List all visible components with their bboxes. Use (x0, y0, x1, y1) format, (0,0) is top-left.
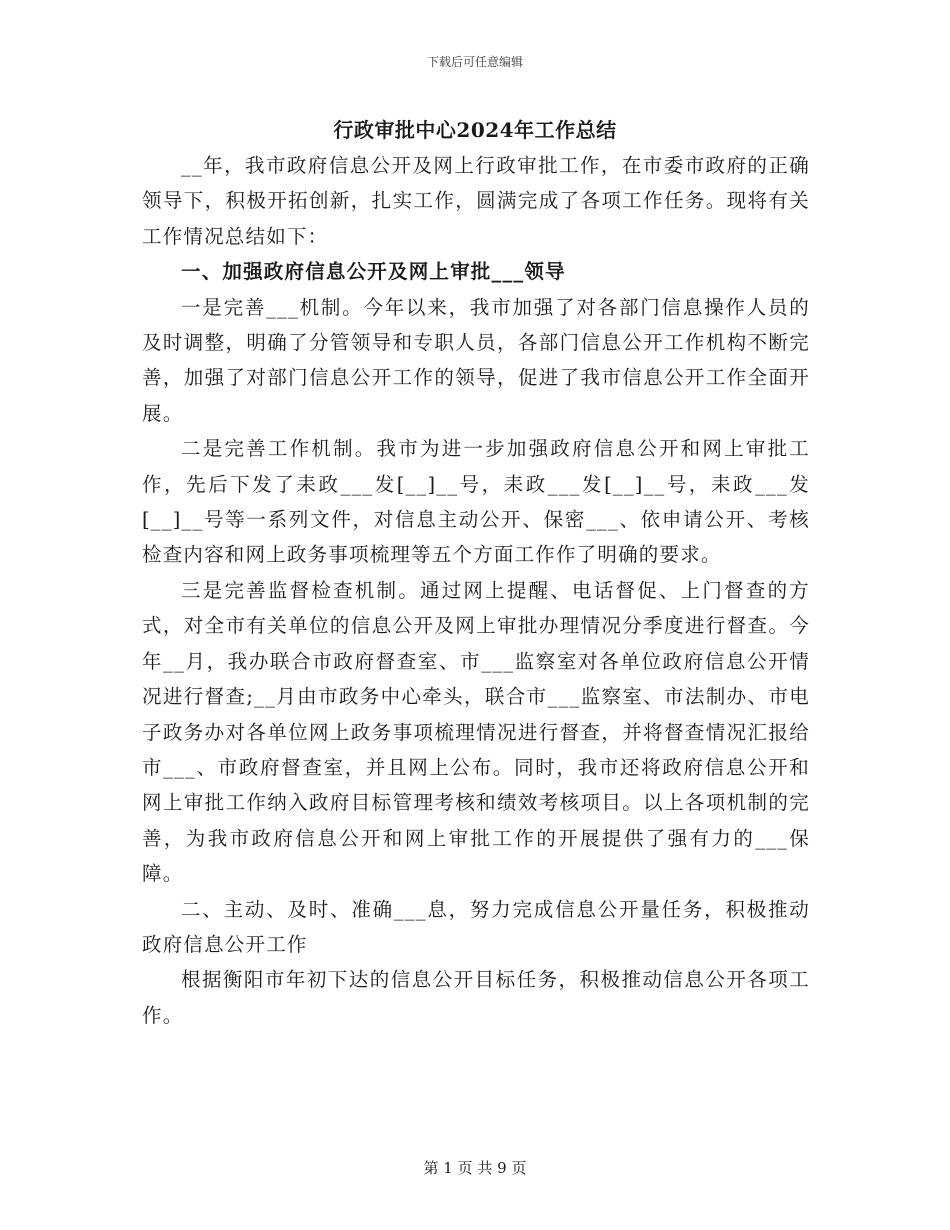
document-body (142, 148, 810, 1033)
document-title: 行政审批中心2024年工作总结 (333, 118, 617, 142)
paragraph-4: 根据衡阳市年初下达的信息公开目标任务，积极推动信息公开各项工作。 (142, 968, 810, 1027)
section-heading-1: 一、加强政府信息公开及网上审批___领导 (181, 260, 566, 284)
paragraph-3: 三是完善监督检查机制。通过网上提醒、电话督促、上门督查的方式，对全市有关单位的信息公开及网上审批办理情况分季度进行督查。今年__月，我办联合市政府督查室、市___监察室对各单位政府信息公开情况进行督查;__月由市政务中心牵头，联合市___监察室、市法制办、市电子政务办对各单位网上政务事项梳理情况进行督查，并将督查情况汇报给市___、市政府督查室，并且网上公布。同时，我市还将政府信息公开和网上审批工作纳入政府目标管理考核和绩效考核项目。以上各项机制的完善，为我市政府信息公开和网上审批工作的开展提供了强有力的___保障。 (142, 578, 810, 886)
paragraph-2: 二是完善工作机制。我市为进一步加强政府信息公开和网上审批工作，先后下发了耒政___发[__]__号，耒政___发[__]__号，耒政___发[__]__号等一系列文件，对信息主动公开、保密___、依申请公开、考核检查内容和网上政务事项梳理等五个方面工作作了明确的要求。 (142, 437, 810, 567)
paragraph-1: 一是完善___机制。今年以来，我市加强了对各部门信息操作人员的及时调整，明确了分管领导和专职人员，各部门信息公开工作机构不断完善，加强了对部门信息公开工作的领导，促进了我市信息公开工作全面开展。 (142, 295, 810, 425)
page-header-note: 下载后可任意编辑 (426, 55, 523, 69)
section-heading-2: 二、主动、及时、准确___息，努力完成信息公开量任务，积极推动政府信息公开工作 (142, 897, 810, 956)
page-number: 第 1 页 共 9 页 (423, 1159, 527, 1177)
paragraph-intro: __年，我市政府信息公开及网上行政审批工作，在市委市政府的正确领导下，积极开拓创新，扎实工作，圆满完成了各项工作任务。现将有关工作情况总结如下： (142, 154, 810, 248)
